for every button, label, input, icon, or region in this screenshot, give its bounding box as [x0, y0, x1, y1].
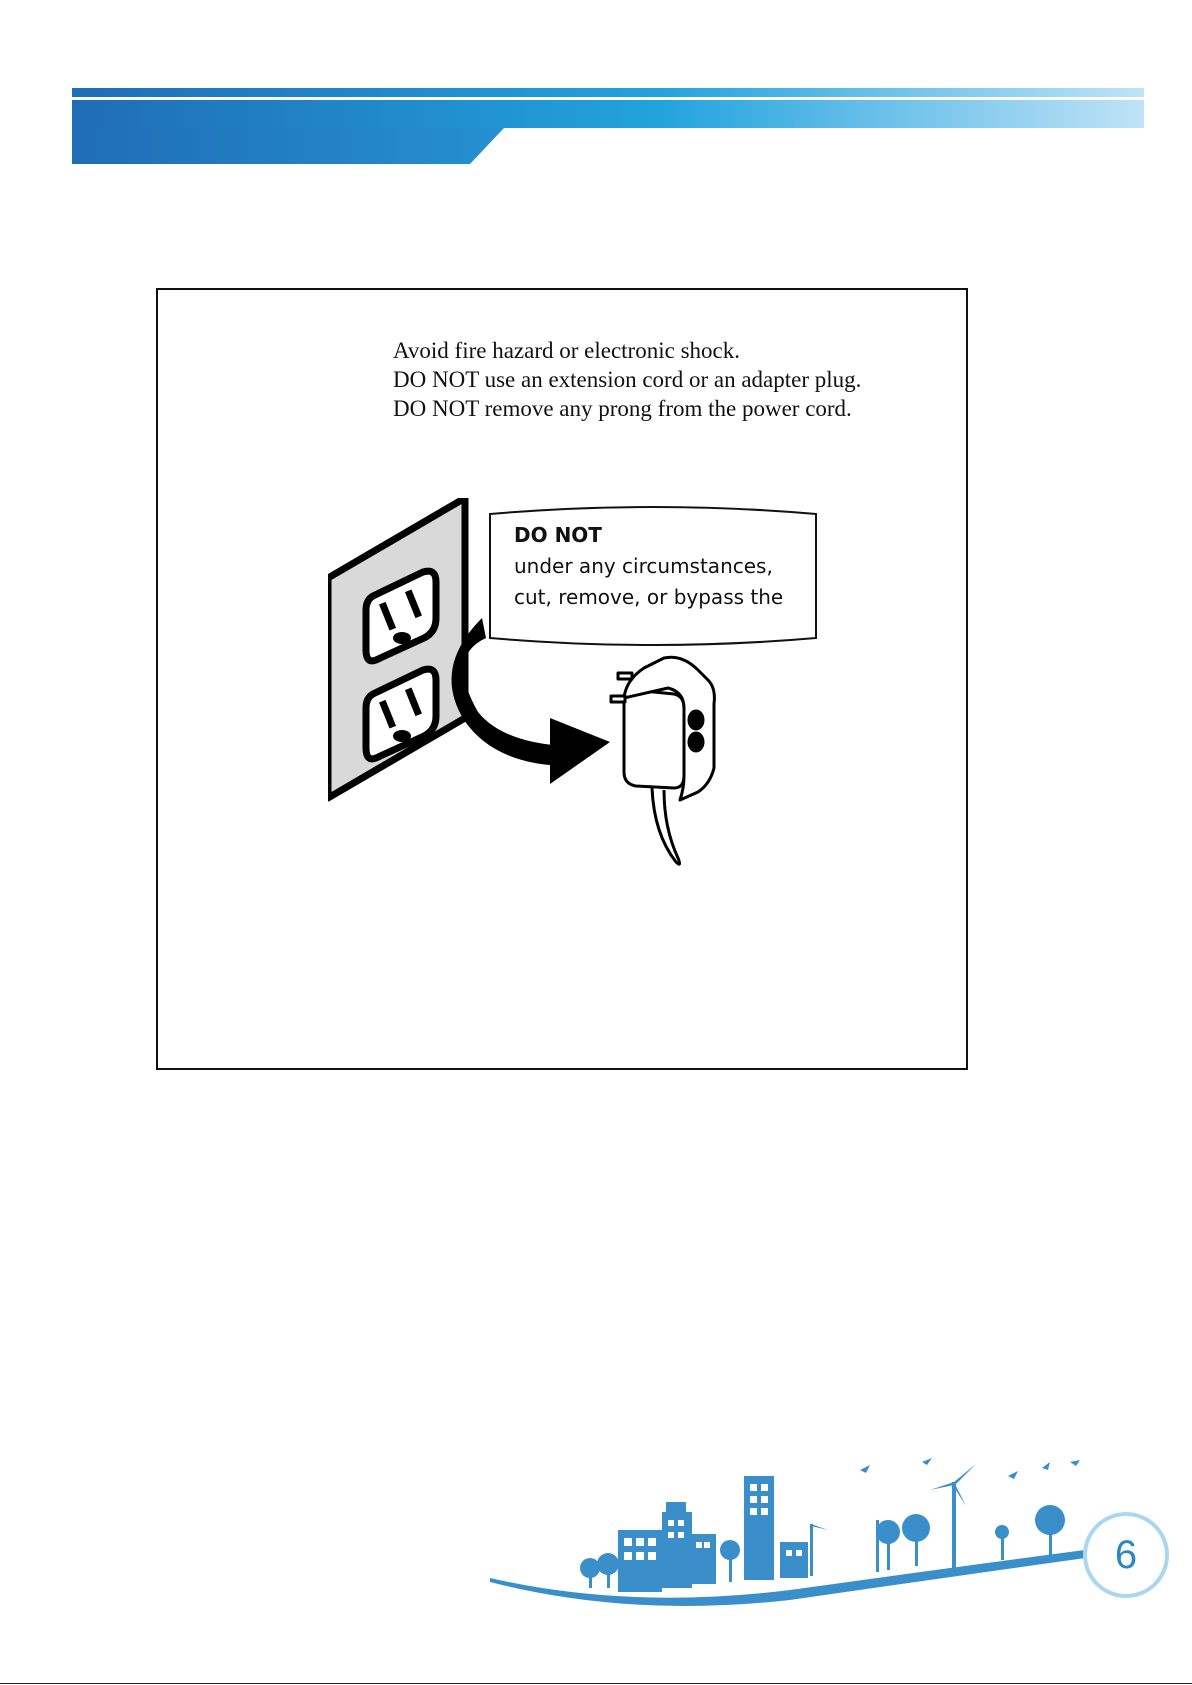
warning-line: Avoid fire hazard or electronic shock.: [393, 338, 740, 363]
header-banner: [72, 88, 1144, 164]
callout-title: DO NOT: [514, 523, 602, 547]
callout-text: [514, 520, 804, 613]
warning-line: DO NOT use an extension cord or an adapter plug.: [393, 367, 862, 392]
callout-bubble: [488, 502, 818, 652]
warning-line: DO NOT remove any prong from the power cord.: [393, 396, 852, 421]
warning-box: [156, 288, 968, 1070]
callout-line: cut, remove, or bypass the: [514, 585, 784, 609]
cityscape-illustration: [490, 1440, 1192, 1610]
plug-icon: [611, 657, 714, 864]
wall-outlet-icon: [328, 498, 465, 798]
page-number-badge: 6: [1083, 1512, 1169, 1598]
warning-text: [393, 336, 953, 423]
callout-line: under any circumstances,: [514, 554, 773, 578]
bottom-divider: [0, 1683, 1192, 1684]
